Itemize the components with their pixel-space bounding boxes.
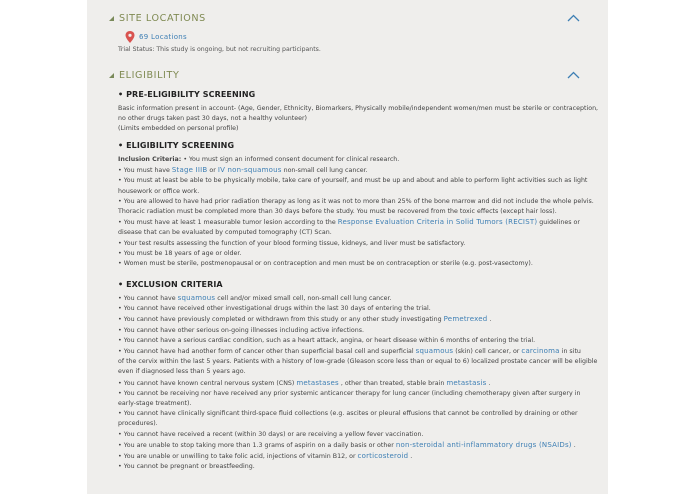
corticosteroid-link[interactable]: corticosteroid xyxy=(357,452,409,461)
eligibility-screening-heading: • ELIGIBILITY SCREENING xyxy=(118,141,235,150)
locations-row[interactable] xyxy=(125,31,187,43)
text-line: • You cannot have previously completed or withdrawn from this study or any other study investigating xyxy=(118,316,444,324)
text-line: housework or office work. xyxy=(118,187,200,195)
metastasis-link[interactable]: metastasis xyxy=(446,378,487,387)
text-line: guidelines or xyxy=(537,219,580,227)
text-line: • You cannot have other serious on-going illnesses including active infections. xyxy=(118,326,365,334)
text-line: . xyxy=(571,441,576,449)
collapse-triangle-icon xyxy=(109,16,114,21)
trial-status-text: Trial Status: This study is ongoing, but not recruiting participants. xyxy=(118,46,321,53)
site-locations-title: SITE LOCATIONS xyxy=(119,12,206,24)
exclusion-criteria-heading: • EXCLUSION CRITERIA xyxy=(118,280,223,289)
eligibility-title: ELIGIBILITY xyxy=(119,69,180,81)
text-line: • You cannot be receiving nor have received any prior systemic anticancer therapy for lung cancer (including chemotherapy given after surgery in xyxy=(118,389,581,397)
text-line: • You must at least be able to be physically mobile, take care of yourself, and must be up and about and able to perform light activities such as light xyxy=(118,177,588,185)
site-locations-header[interactable] xyxy=(109,10,580,26)
text-line: . xyxy=(408,453,413,461)
text-line: • You cannot have a serious cardiac condition, such as a heart attack, angina, or heart disease within 6 months of entering the trial. xyxy=(118,336,536,344)
text-line: (Limits embedded on personal profile) xyxy=(118,125,239,133)
inclusion-criteria xyxy=(118,155,594,269)
text-line: non-small cell lung cancer. xyxy=(281,167,368,175)
text-line: of the cervix within the last 5 years. Patients with a history of low-grade (Gleason score less than or equal to 6) localized prostate cancer will be eligible xyxy=(118,358,598,366)
squamous-link[interactable]: squamous xyxy=(415,347,454,356)
text-line: • You must have xyxy=(118,167,172,175)
text-line: • You are unable or unwilling to take folic acid, injections of vitamin B12, or xyxy=(118,453,358,461)
text-line: • You cannot have xyxy=(118,295,178,302)
exclusion-criteria xyxy=(118,293,598,472)
text-line: • Women must be sterile, postmenopausal or on contraception and men must be on contraception or sterile (e.g. post-vasectomy). xyxy=(118,260,533,268)
text-line: • You cannot have known central nervous system (CNS) xyxy=(118,379,297,387)
text-line: • You cannot have had another form of cancer other than superficial basal cell and superficial xyxy=(118,348,416,356)
text-line: , other than treated, stable brain xyxy=(338,379,447,387)
collapse-triangle-icon xyxy=(109,73,114,78)
text-line: • You must be 18 years of age or older. xyxy=(118,249,242,257)
metastases-link[interactable]: metastases xyxy=(296,378,339,387)
stage-iiib-link[interactable]: Stage IIIB xyxy=(171,166,208,175)
iv-non-squamous-link[interactable]: IV non-squamous xyxy=(217,166,282,175)
text-line: • You must have at least 1 measurable tumor lesion according to the xyxy=(118,219,338,227)
text-line: (skin) cell cancer, or xyxy=(453,348,522,356)
text-line: even if diagnosed less than 5 years ago. xyxy=(118,368,246,376)
text-line: • You are allowed to have had prior radiation therapy as long as it was not to more than 25% of the bone marrow and did not include the whole pelvis. xyxy=(118,197,594,205)
chevron-up-icon[interactable] xyxy=(567,71,580,79)
chevron-up-icon[interactable] xyxy=(567,14,580,22)
text-line: • Your test results assessing the function of your blood forming tissue, kidneys, and liver must be satisfactory. xyxy=(118,239,466,247)
text-line: • You must sign an informed consent document for clinical research. xyxy=(181,156,400,163)
text-line: disease that can be evaluated by computed tomography (CT) Scan. xyxy=(118,229,332,237)
text-line: • You cannot have clinically significant third-space fluid collections (e.g. ascites or pleural effusions that cannot be controlled by draining or other xyxy=(118,410,578,418)
text-line: . xyxy=(487,316,492,324)
recist-link[interactable]: Response Evaluation Criteria in Solid Tumors (RECIST) xyxy=(337,218,538,227)
squamous-link[interactable]: squamous xyxy=(177,294,216,302)
text-line: cell and/or mixed small cell, non-small cell lung cancer. xyxy=(215,295,392,302)
pemetrexed-link[interactable]: Pemetrexed xyxy=(443,315,488,324)
text-line: in situ xyxy=(559,348,581,356)
text-line: • You cannot have received a recent (within 30 days) or are receiving a yellow fever vaccination. xyxy=(118,430,424,438)
text-line: Thoracic radiation must be completed more than 30 days before the study. You must be recovered from the toxic effects (except hair loss). xyxy=(118,208,557,216)
inclusion-label: Inclusion Criteria: xyxy=(118,156,182,163)
text-line: . xyxy=(486,379,491,387)
text-line: • You cannot be pregnant or breastfeeding. xyxy=(118,463,255,471)
locations-link[interactable]: 69 Locations xyxy=(139,33,187,41)
nsaids-link[interactable]: non-steroidal anti-inflammatory drugs (NSAIDs) xyxy=(395,440,572,449)
text-line: • You cannot have received other investigational drugs within the last 30 days of entering the trial. xyxy=(118,305,431,313)
pre-eligibility-text xyxy=(118,104,599,135)
map-pin-icon xyxy=(125,31,135,43)
eligibility-header[interactable] xyxy=(109,67,580,83)
text-line: no other drugs taken past 30 days, not a healthy volunteer) xyxy=(118,115,307,123)
carcinoma-link[interactable]: carcinoma xyxy=(521,347,560,356)
text-line: early-stage treatment). xyxy=(118,400,192,408)
text-line: procedures). xyxy=(118,420,158,428)
text-line: or xyxy=(207,167,218,175)
trial-details-panel xyxy=(87,0,608,494)
pre-eligibility-heading: • PRE-ELIGIBILITY SCREENING xyxy=(118,90,256,99)
text-line: Basic information present in account- (Age, Gender, Ethnicity, Biomarkers, Physically mobile/independent women/men must be sterile or contraception, xyxy=(118,105,599,112)
text-line: • You are unable to stop taking more than 1.3 grams of aspirin on a daily basis or other xyxy=(118,441,396,449)
